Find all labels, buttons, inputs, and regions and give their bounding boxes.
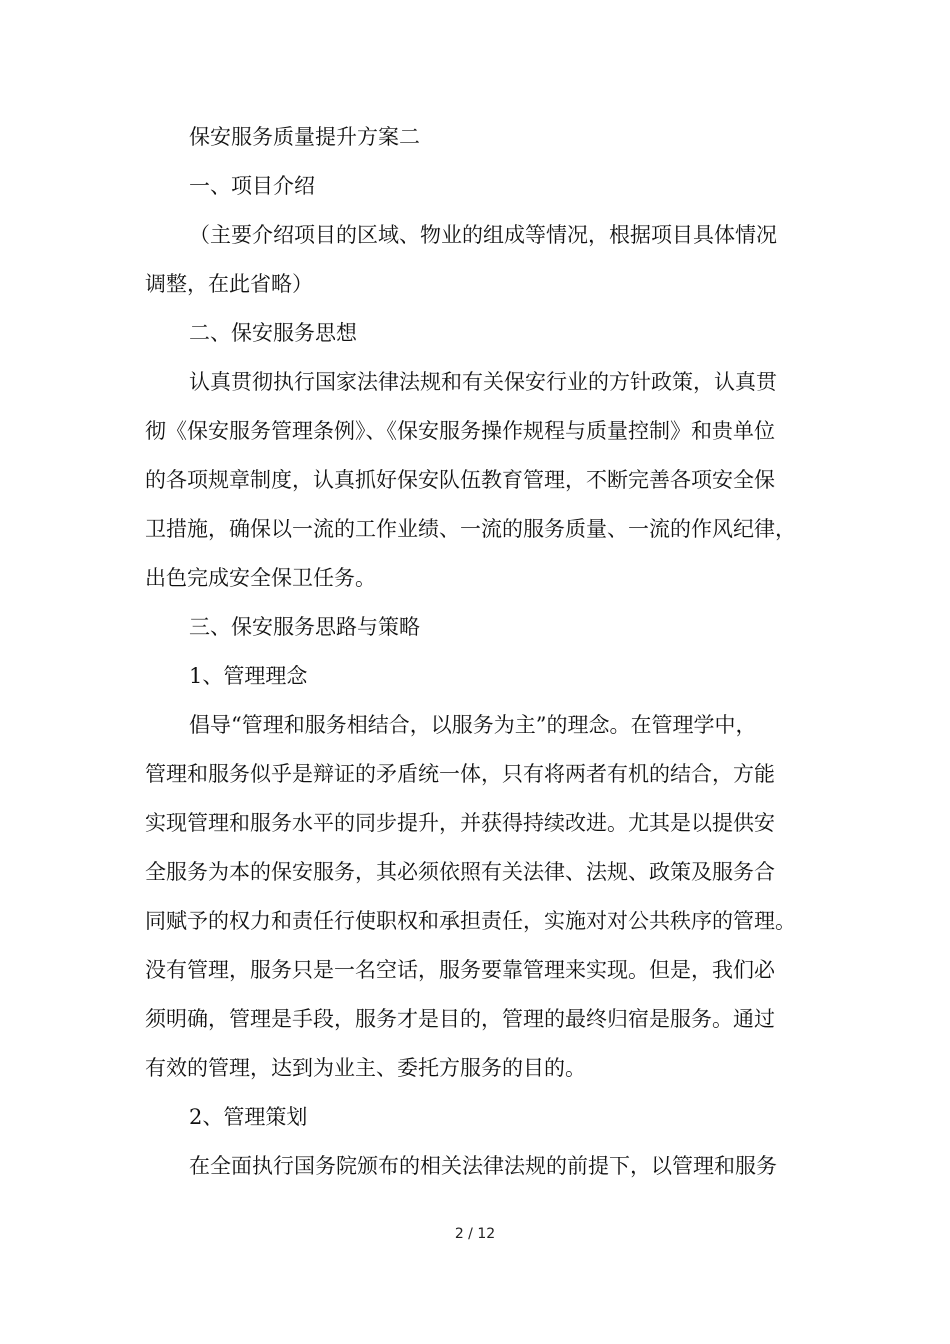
paragraph-line: 全服务为本的保安服务，其必须依照有关法律、法规、政策及服务合 <box>145 860 775 884</box>
subsection-heading-2: 2、管理策划 <box>189 1105 308 1129</box>
paragraph-line: 实现管理和服务水平的同步提升，并获得持续改进。尤其是以提供安 <box>145 811 775 835</box>
paragraph-line: 有效的管理，达到为业主、委托方服务的目的。 <box>145 1056 586 1080</box>
paragraph-line: 彻《保安服务管理条例》、《保安服务操作规程与质量控制》和贵单位 <box>145 419 775 443</box>
paragraph-line: 认真贯彻执行国家法律法规和有关保安行业的方针政策，认真贯 <box>189 370 777 394</box>
paragraph-line: 调整，在此省略） <box>145 272 313 296</box>
paragraph-line: 在全面执行国务院颁布的相关法律法规的前提下，以管理和服务 <box>189 1154 777 1178</box>
section-heading-2: 二、保安服务思想 <box>189 321 357 345</box>
paragraph-line: 同赋予的权力和责任行使职权和承担责任，实施对对公共秩序的管理。 <box>145 909 796 933</box>
paragraph-line: 倡导“管理和服务相结合，以服务为主”的理念。在管理学中， <box>189 713 757 737</box>
paragraph-line: 没有管理，服务只是一名空话，服务要靠管理来实现。但是，我们必 <box>145 958 775 982</box>
paragraph-line: （主要介绍项目的区域、物业的组成等情况，根据项目具体情况 <box>189 223 777 247</box>
paragraph-line: 管理和服务似乎是辩证的矛盾统一体，只有将两者有机的结合，方能 <box>145 762 775 786</box>
section-heading-3: 三、保安服务思路与策略 <box>189 615 420 639</box>
paragraph-line: 的各项规章制度，认真抓好保安队伍教育管理，不断完善各项安全保 <box>145 468 775 492</box>
document-body <box>145 113 810 1191</box>
document-title: 保安服务质量提升方案二 <box>189 125 420 149</box>
paragraph-line: 卫措施，确保以一流的工作业绩、一流的服务质量、一流的作风纪律， <box>145 517 796 541</box>
paragraph-line: 出色完成安全保卫任务。 <box>145 566 376 590</box>
section-heading-1: 一、项目介绍 <box>189 174 315 198</box>
page-number: 2 / 12 <box>454 1226 496 1242</box>
subsection-heading-1: 1、管理理念 <box>189 664 308 688</box>
paragraph-line: 须明确，管理是手段，服务才是目的，管理的最终归宿是服务。通过 <box>145 1007 775 1031</box>
